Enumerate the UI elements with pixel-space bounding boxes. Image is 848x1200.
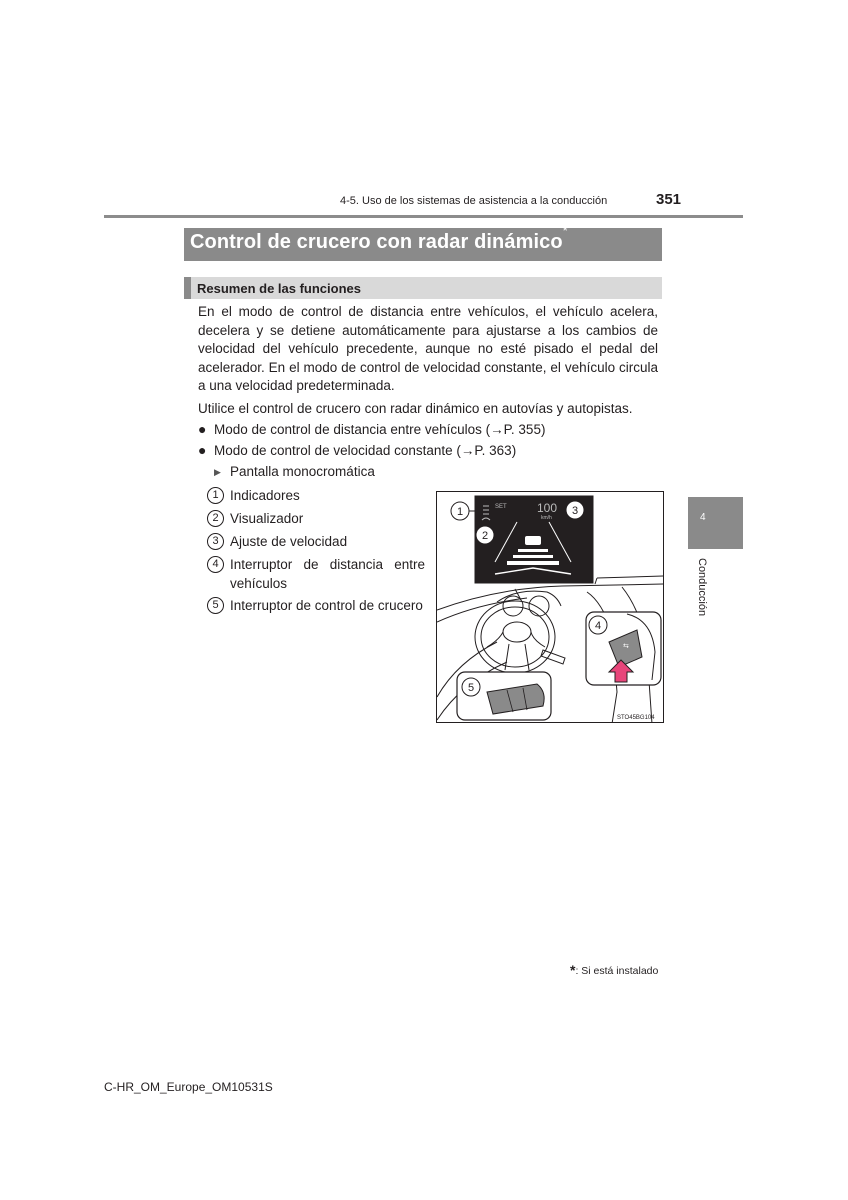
legend-item [207,596,425,615]
figure-code: STO45BG104 [617,715,655,721]
section-header: 4-5. Uso de los sistemas de asistencia a la conducción [340,195,608,207]
bullet-dot-icon: ● [198,442,207,458]
legend-item [207,532,425,551]
bullet-item [198,421,545,437]
footnote-asterisk: * [570,962,576,978]
legend-number: 5 [207,597,224,614]
display-unit: km/h [541,515,552,521]
bullet-dot-icon: ● [198,421,207,437]
intro-paragraph: En el modo de control de distancia entre vehículos, el vehículo acelera, decelera y se detiene automáticamente para ajustarse a los cambios de velocidad del vehículo precedente, aunque no esté pisado el pedal del acelerador. En el modo de control de velocidad constante, el vehículo circula a una velocidad predeterminada. [198,304,658,393]
header-rule [104,215,743,218]
cockpit-illustration [436,491,664,723]
bullet-text-distance: Modo de control de distancia entre vehículos (→P. 355) [214,422,546,437]
subheading-accent [184,277,191,299]
svg-text:3: 3 [571,505,579,517]
legend-label: Interruptor de distancia entre vehículos [230,557,425,591]
display-set-label: SET [495,504,507,510]
legend-item [207,555,425,593]
legend-number: 3 [207,533,224,550]
page-title-text: Control de crucero con radar dinámico [190,231,563,253]
svg-text:2: 2 [481,530,489,542]
triangle-right-icon: ▶ [214,467,221,477]
chapter-number: 4 [700,512,706,523]
bullet-text-constant: Modo de control de velocidad constante (→P. 363) [214,443,517,458]
display-speed: 100 [537,501,558,515]
usage-paragraph: Utilice el control de crucero con radar dinámico en autovías y autopistas. [198,401,633,416]
document-code: C-HR_OM_Europe_OM10531S [104,1080,273,1094]
legend-number: 2 [207,510,224,527]
legend-label: Visualizador [230,511,304,526]
chapter-tab [688,497,743,549]
subheading-bar [184,277,662,299]
page-title [190,223,568,254]
svg-text:1: 1 [456,506,464,518]
page-number: 351 [656,191,682,208]
subheading: Resumen de las funciones [197,281,361,296]
sub-bullet-item [214,464,375,479]
svg-text:⇆: ⇆ [623,643,629,650]
sub-bullet-text: Pantalla monocromática [230,464,375,479]
title-bar [184,223,662,261]
title-asterisk: * [562,223,568,238]
bullet-item [198,442,516,458]
legend-item [207,509,425,528]
svg-text:5: 5 [467,682,475,694]
distance-switch-inset [586,612,661,685]
legend-number: 1 [207,487,224,504]
footnote [570,961,658,977]
legend-label: Interruptor de control de crucero [230,598,423,613]
legend-label: Ajuste de velocidad [230,534,348,549]
chapter-label: Conducción [696,558,708,617]
callout-1 [451,502,477,520]
legend-item [207,486,425,505]
legend-label: Indicadores [230,488,300,503]
legend-number: 4 [207,556,224,573]
cruise-lever-inset [457,672,551,720]
svg-text:4: 4 [594,620,602,632]
callout-2 [476,526,494,544]
footnote-text: : Si está instalado [575,965,659,977]
